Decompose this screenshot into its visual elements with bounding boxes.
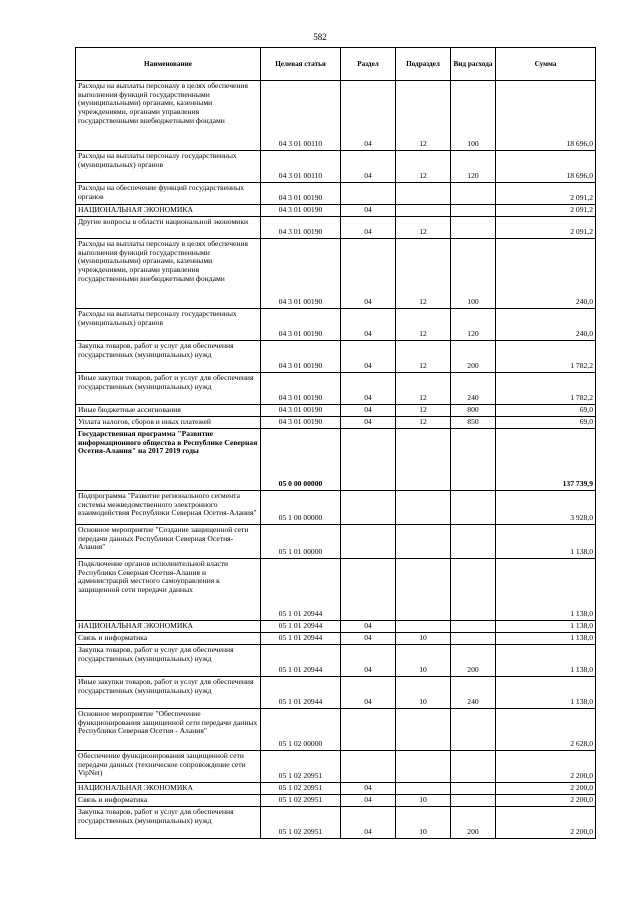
cell-name: НАЦИОНАЛЬНАЯ ЭКОНОМИКА (76, 621, 261, 633)
cell-sum: 1 138,0 (496, 677, 596, 709)
cell-sum: 240,0 (496, 239, 596, 309)
cell-sum: 69,0 (496, 417, 596, 429)
cell-target: 04 3 01 00190 (261, 373, 341, 405)
cell-expense-type (451, 205, 496, 217)
cell-subsection: 10 (396, 795, 451, 807)
cell-name: Государственная программа "Развитие информационного общества в Республике Северная Осетия-Алания" на 2017 2019 годы (76, 429, 261, 491)
cell-sum: 1 138,0 (496, 559, 596, 621)
table-row (76, 621, 596, 633)
cell-section (341, 559, 396, 621)
cell-subsection: 12 (396, 151, 451, 183)
cell-expense-type: 240 (451, 373, 496, 405)
cell-target: 05 1 00 00000 (261, 491, 341, 525)
cell-section: 04 (341, 239, 396, 309)
cell-subsection (396, 183, 451, 205)
cell-target: 05 1 01 20944 (261, 559, 341, 621)
cell-expense-type (451, 633, 496, 645)
cell-section: 04 (341, 795, 396, 807)
table-row (76, 645, 596, 677)
cell-target: 04 3 01 00190 (261, 205, 341, 217)
cell-section: 04 (341, 341, 396, 373)
cell-target: 04 3 01 00190 (261, 417, 341, 429)
cell-name: Связь и информатика (76, 795, 261, 807)
cell-name: Закупка товаров, работ и услуг для обеспечения государственных (муниципальных) нужд (76, 807, 261, 839)
cell-target: 04 3 01 00190 (261, 239, 341, 309)
table-body (76, 81, 596, 839)
table-row (76, 217, 596, 239)
cell-target: 05 0 00 00000 (261, 429, 341, 491)
table-header-row (76, 48, 596, 81)
cell-expense-type (451, 559, 496, 621)
cell-section: 04 (341, 677, 396, 709)
cell-subsection (396, 429, 451, 491)
cell-expense-type (451, 751, 496, 783)
cell-expense-type (451, 795, 496, 807)
cell-section (341, 183, 396, 205)
table-row (76, 677, 596, 709)
table-row (76, 491, 596, 525)
cell-subsection (396, 491, 451, 525)
cell-section: 04 (341, 417, 396, 429)
cell-name: Закупка товаров, работ и услуг для обеспечения государственных (муниципальных) нужд (76, 645, 261, 677)
cell-target: 04 3 01 00110 (261, 151, 341, 183)
cell-name: НАЦИОНАЛЬНАЯ ЭКОНОМИКА (76, 205, 261, 217)
cell-expense-type (451, 525, 496, 559)
cell-sum: 18 696,0 (496, 151, 596, 183)
cell-subsection (396, 621, 451, 633)
cell-target: 05 1 01 20944 (261, 633, 341, 645)
cell-target: 04 3 01 00190 (261, 183, 341, 205)
cell-section (341, 429, 396, 491)
cell-sum: 240,0 (496, 309, 596, 341)
cell-section: 04 (341, 807, 396, 839)
cell-name: Связь и информатика (76, 633, 261, 645)
cell-section (341, 709, 396, 751)
cell-expense-type: 200 (451, 645, 496, 677)
table-row (76, 373, 596, 405)
cell-sum: 1 138,0 (496, 621, 596, 633)
cell-target: 04 3 01 00190 (261, 217, 341, 239)
header-section: Раздел (341, 48, 396, 81)
cell-expense-type: 100 (451, 239, 496, 309)
cell-subsection: 12 (396, 217, 451, 239)
table-row (76, 525, 596, 559)
table-row (76, 341, 596, 373)
cell-name: НАЦИОНАЛЬНАЯ ЭКОНОМИКА (76, 783, 261, 795)
cell-name: Основное мероприятие "Создание защищенной сети передачи данных Республики Северная Осетия-Алания" (76, 525, 261, 559)
cell-subsection (396, 751, 451, 783)
cell-section: 04 (341, 205, 396, 217)
cell-name: Другие вопросы в области национальной экономики (76, 217, 261, 239)
page-number: 582 (313, 32, 327, 42)
cell-name: Подпрограмма "Развитие регионального сегмента системы межведомственного электронного взаимодействия Республики Северная Осетия-Алания" (76, 491, 261, 525)
cell-name: Расходы на обеспечение функций государственных органов (76, 183, 261, 205)
cell-section (341, 491, 396, 525)
cell-expense-type (451, 709, 496, 751)
cell-subsection: 12 (396, 341, 451, 373)
budget-table (75, 47, 596, 839)
cell-expense-type (451, 217, 496, 239)
cell-section: 04 (341, 217, 396, 239)
cell-sum: 2 628,0 (496, 709, 596, 751)
cell-sum: 69,0 (496, 405, 596, 417)
cell-target: 05 1 01 20944 (261, 645, 341, 677)
cell-expense-type (451, 429, 496, 491)
table-row (76, 807, 596, 839)
table-row (76, 309, 596, 341)
cell-target: 05 1 02 00000 (261, 709, 341, 751)
table-row (76, 795, 596, 807)
cell-name: Расходы на выплаты персоналу в целях обеспечения выполнения функций государственными (муниципальными) органами, казенными учреждениями, органами управления государственными внебюджетными фондами (76, 239, 261, 309)
cell-expense-type: 850 (451, 417, 496, 429)
cell-sum: 1 138,0 (496, 633, 596, 645)
cell-expense-type (451, 491, 496, 525)
cell-target: 05 1 02 20951 (261, 783, 341, 795)
cell-name: Иные закупки товаров, работ и услуг для обеспечения государственных (муниципальных) нужд (76, 373, 261, 405)
cell-sum: 2 200,0 (496, 751, 596, 783)
cell-name: Закупка товаров, работ и услуг для обеспечения государственных (муниципальных) нужд (76, 341, 261, 373)
cell-section (341, 525, 396, 559)
header-subsection: Подраздел (396, 48, 451, 81)
cell-section: 04 (341, 405, 396, 417)
cell-expense-type: 240 (451, 677, 496, 709)
table-row (76, 429, 596, 491)
cell-sum: 2 091,2 (496, 183, 596, 205)
table-row (76, 205, 596, 217)
cell-subsection (396, 783, 451, 795)
cell-target: 05 1 01 00000 (261, 525, 341, 559)
table-row (76, 405, 596, 417)
cell-name: Уплата налогов, сборов и иных платежей (76, 417, 261, 429)
cell-section: 04 (341, 309, 396, 341)
table-row (76, 783, 596, 795)
cell-name: Иные бюджетные ассигнования (76, 405, 261, 417)
cell-name: Расходы на выплаты персоналу государственных (муниципальных) органов (76, 151, 261, 183)
header-expense-type: Вид расхода (451, 48, 496, 81)
cell-subsection (396, 525, 451, 559)
cell-subsection (396, 709, 451, 751)
cell-subsection: 12 (396, 373, 451, 405)
cell-sum: 1 782,2 (496, 373, 596, 405)
table-row (76, 151, 596, 183)
cell-target: 05 1 02 20951 (261, 807, 341, 839)
table-row (76, 81, 596, 151)
cell-section (341, 751, 396, 783)
cell-section: 04 (341, 81, 396, 151)
cell-name: Основное мероприятие "Обеспечение функционирования защищенной сети передачи данных Республики Северная Осетия - Алания" (76, 709, 261, 751)
cell-target: 05 1 01 20944 (261, 621, 341, 633)
cell-expense-type: 200 (451, 807, 496, 839)
table-row (76, 709, 596, 751)
cell-subsection (396, 205, 451, 217)
cell-section: 04 (341, 151, 396, 183)
cell-sum: 18 696,0 (496, 81, 596, 151)
cell-section: 04 (341, 633, 396, 645)
cell-target: 05 1 02 20951 (261, 751, 341, 783)
cell-section: 04 (341, 783, 396, 795)
table-row (76, 239, 596, 309)
cell-name: Расходы на выплаты персоналу в целях обеспечения выполнения функций государственными (муниципальными) органами, казенными учреждениями, органами управления государственными внебюджетными фондами (76, 81, 261, 151)
cell-expense-type: 200 (451, 341, 496, 373)
cell-subsection: 10 (396, 633, 451, 645)
cell-subsection: 12 (396, 405, 451, 417)
cell-sum: 2 091,2 (496, 205, 596, 217)
cell-section: 04 (341, 621, 396, 633)
cell-target: 04 3 01 00190 (261, 341, 341, 373)
cell-sum: 1 138,0 (496, 645, 596, 677)
cell-name: Подключение органов исполнительной власти Республики Северная Осетия-Алания и администраций местного самоуправления к защищенной сети передачи данных (76, 559, 261, 621)
cell-subsection: 12 (396, 81, 451, 151)
header-target: Целевая статья (261, 48, 341, 81)
cell-expense-type (451, 783, 496, 795)
cell-sum: 137 739,9 (496, 429, 596, 491)
cell-sum: 2 200,0 (496, 795, 596, 807)
cell-subsection: 10 (396, 807, 451, 839)
cell-name: Иные закупки товаров, работ и услуг для обеспечения государственных (муниципальных) нужд (76, 677, 261, 709)
cell-expense-type (451, 621, 496, 633)
cell-target: 04 3 01 00110 (261, 81, 341, 151)
cell-sum: 3 928,0 (496, 491, 596, 525)
cell-target: 05 1 01 20944 (261, 677, 341, 709)
header-name: Наименование (76, 48, 261, 81)
header-sum: Сумма (496, 48, 596, 81)
cell-subsection (396, 559, 451, 621)
cell-expense-type: 100 (451, 81, 496, 151)
cell-expense-type (451, 183, 496, 205)
cell-target: 04 3 01 00190 (261, 405, 341, 417)
cell-subsection: 12 (396, 239, 451, 309)
cell-subsection: 10 (396, 677, 451, 709)
cell-sum: 1 138,0 (496, 525, 596, 559)
cell-sum: 1 782,2 (496, 341, 596, 373)
cell-sum: 2 200,0 (496, 807, 596, 839)
cell-target: 05 1 02 20951 (261, 795, 341, 807)
cell-subsection: 10 (396, 645, 451, 677)
cell-sum: 2 091,2 (496, 217, 596, 239)
table-row (76, 633, 596, 645)
cell-target: 04 3 01 00190 (261, 309, 341, 341)
cell-section: 04 (341, 373, 396, 405)
cell-subsection: 12 (396, 309, 451, 341)
cell-expense-type: 120 (451, 309, 496, 341)
table-row (76, 417, 596, 429)
table-row (76, 183, 596, 205)
cell-subsection: 12 (396, 417, 451, 429)
cell-section: 04 (341, 645, 396, 677)
cell-expense-type: 120 (451, 151, 496, 183)
cell-expense-type: 800 (451, 405, 496, 417)
table-row (76, 559, 596, 621)
cell-name: Обеспечение функционирования защищенной сети передачи данных (техническое сопровождение сети VipNet) (76, 751, 261, 783)
cell-name: Расходы на выплаты персоналу государственных (муниципальных) органов (76, 309, 261, 341)
table-row (76, 751, 596, 783)
cell-sum: 2 200,0 (496, 783, 596, 795)
